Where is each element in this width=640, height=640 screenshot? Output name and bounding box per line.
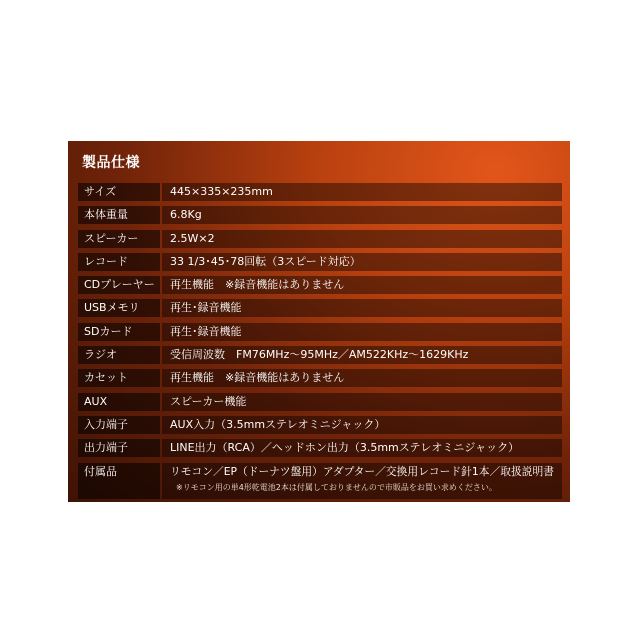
spec-row-accessories bbox=[78, 461, 562, 501]
spec-label-cell bbox=[78, 416, 160, 434]
spec-value: 2.5W×2 bbox=[170, 231, 215, 245]
spec-value: スピーカー機能 bbox=[170, 394, 247, 408]
spec-label-cell bbox=[78, 439, 160, 457]
spec-label-cell bbox=[78, 346, 160, 364]
spec-label: 出力端子 bbox=[84, 441, 128, 455]
spec-label: サイズ bbox=[84, 185, 117, 198]
spec-value-cell bbox=[162, 206, 562, 224]
spec-label: スピーカー bbox=[84, 231, 139, 245]
spec-label: 入力端子 bbox=[84, 417, 128, 431]
spec-row-weight bbox=[78, 204, 562, 227]
spec-value-cell bbox=[162, 253, 562, 271]
spec-label: 本体重量 bbox=[84, 208, 128, 222]
spec-value: 再生機能 ※録音機能はありません bbox=[170, 371, 345, 385]
spec-note: ※リモコン用の単4形乾電池2本は付属しておりませんので市販品をお買い求めください。 bbox=[176, 482, 497, 492]
spec-label-cell bbox=[78, 299, 160, 317]
spec-label: USBメモリ bbox=[84, 301, 140, 315]
spec-label: CDプレーヤー bbox=[84, 278, 155, 292]
spec-label: カセット bbox=[84, 371, 128, 385]
spec-label-cell bbox=[78, 463, 160, 499]
spec-label: SDカード bbox=[84, 324, 133, 338]
spec-row-output-terminal bbox=[78, 437, 562, 460]
spec-value-cell bbox=[162, 463, 562, 499]
spec-row-cd-player bbox=[78, 274, 562, 297]
spec-value: 受信周波数 FM76MHz～95MHz／AM522KHz～1629KHz bbox=[170, 348, 469, 362]
spec-label: 付属品 bbox=[84, 464, 117, 478]
spec-value-cell bbox=[162, 299, 562, 317]
spec-value-cell bbox=[162, 439, 562, 457]
spec-label-cell bbox=[78, 276, 160, 294]
spec-title: 製品仕様 bbox=[82, 155, 140, 171]
spec-row-speaker bbox=[78, 228, 562, 251]
spec-label-cell bbox=[78, 393, 160, 411]
spec-value: LINE出力（RCA）／ヘッドホン出力（3.5mmステレオミニジャック） bbox=[170, 441, 520, 455]
spec-value-cell bbox=[162, 416, 562, 434]
spec-value: 33 1/3･45･78回転（3スピード対応） bbox=[170, 254, 361, 268]
spec-row-input-terminal bbox=[78, 414, 562, 437]
spec-value-cell bbox=[162, 369, 562, 387]
spec-label-cell bbox=[78, 253, 160, 271]
spec-label-cell bbox=[78, 183, 160, 201]
spec-value-cell bbox=[162, 393, 562, 411]
spec-value: 再生機能 ※録音機能はありません bbox=[170, 278, 345, 292]
spec-value: AUX入力（3.5mmステレオミニジャック） bbox=[170, 417, 386, 431]
spec-row-size bbox=[78, 181, 562, 204]
spec-value-cell bbox=[162, 276, 562, 294]
spec-row-radio bbox=[78, 344, 562, 367]
spec-value: 6.8Kg bbox=[170, 208, 202, 222]
spec-value: 再生･録音機能 bbox=[170, 324, 242, 338]
spec-row-sd-card bbox=[78, 321, 562, 344]
spec-label-cell bbox=[78, 206, 160, 224]
spec-label-cell bbox=[78, 230, 160, 248]
spec-label: レコード bbox=[84, 254, 128, 268]
spec-value-cell bbox=[162, 323, 562, 341]
spec-label: ラジオ bbox=[84, 348, 117, 362]
spec-table bbox=[78, 181, 562, 501]
spec-label-cell bbox=[78, 323, 160, 341]
spec-row-usb bbox=[78, 297, 562, 320]
spec-value-cell bbox=[162, 230, 562, 248]
spec-label-cell bbox=[78, 369, 160, 387]
spec-label: AUX bbox=[84, 394, 108, 408]
spec-value: リモコン／EP（ドーナツ盤用）アダプター／交換用レコード針1本／取扱説明書 bbox=[170, 464, 555, 478]
spec-value: 445×335×235mm bbox=[170, 185, 273, 198]
spec-row-aux bbox=[78, 391, 562, 414]
spec-value-cell bbox=[162, 183, 562, 201]
spec-value: 再生･録音機能 bbox=[170, 301, 242, 315]
spec-row-record bbox=[78, 251, 562, 274]
spec-value-cell bbox=[162, 346, 562, 364]
spec-row-cassette bbox=[78, 367, 562, 390]
